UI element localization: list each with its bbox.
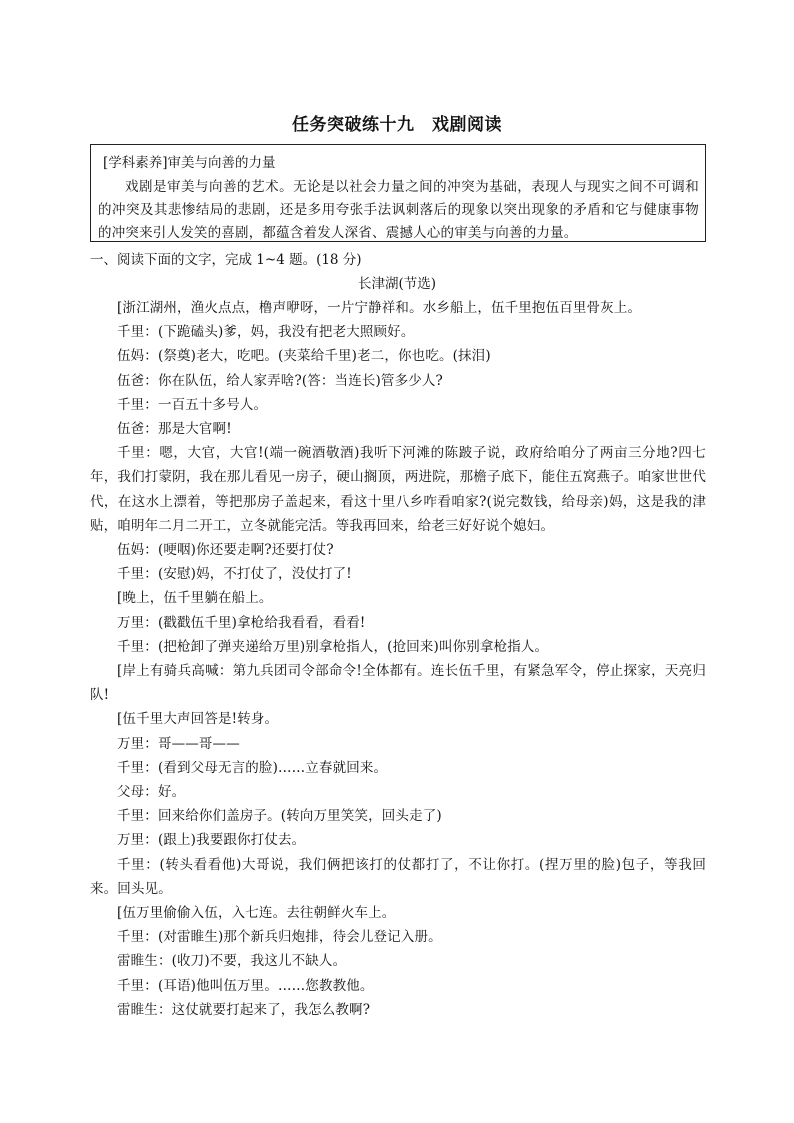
passage-line: 万里：(跟上)我要跟你打仗去。 [117,832,306,849]
passage-line: 伍爸：你在队伍，给人家弄啥?(答：当连长)管多少人? [117,372,443,389]
question-heading: 一、阅读下面的文字，完成 1~4 题。(18 分) [90,252,362,268]
literacy-box-heading: [学科素养]审美与向善的力量 [103,155,276,171]
passage-line: 父母：好。 [117,784,186,801]
passage-line: 千里：(看到父母无言的脸)……立春就回来。 [117,759,388,776]
passage-body [90,296,706,1022]
passage-line: [岸上有骑兵高喊：第九兵团司令部命令!全体都有。连长伍千里，有紧急军令，停止探家，天亮归队! [90,663,706,704]
passage-line: 千里：(耳语)他叫伍万里。……您教教他。 [117,977,374,994]
passage-line: [晚上，伍千里躺在船上。 [117,590,273,607]
passage-line: 千里：(把枪卸了弹夹递给万里)别拿枪指人，(抢回来)叫你别拿枪指人。 [117,638,549,655]
passage-line: 万里：哥——哥—— [117,735,240,752]
passage-title: 长津湖(节选) [357,276,437,292]
passage-line: 千里：(下跪磕头)爹，妈，我没有把老大照顾好。 [117,324,415,341]
page-title: 任务突破练十九 戏剧阅读 [292,115,502,135]
passage-line: 千里：一百五十多号人。 [117,396,268,413]
passage-line: 伍妈：(哽咽)你还要走啊?还要打仗? [117,542,334,559]
literacy-box-paragraph: 戏剧是审美与向善的艺术。无论是以社会力量之间的冲突为基础，表现人与现实之间不可调和的冲突及其悲惨结局的悲剧，还是多用夸张手法讽刺落后的现象以突出现象的矛盾和它与健康事物的冲突来引人发笑的喜剧，都蕴含着发人深省、震撼人心的审美与向善的力量。 [98,179,699,241]
passage-line: 万里：(戳戳伍千里)拿枪给我看看，看看! [117,614,366,631]
literacy-box [90,144,706,242]
passage-line: 伍爸：那是大官啊! [117,421,232,438]
passage-line: 千里：(对雷睢生)那个新兵归炮排，待会儿登记入册。 [117,929,442,946]
passage-line: 千里：(转头看看他)大哥说，我们俩把该打的仗都打了，不让你打。(捏万里的脸)包子，等我回来。回头见。 [90,856,706,897]
passage-line: [伍万里偷偷入伍，入七连。去往朝鲜火车上。 [117,905,396,922]
passage-line: 伍妈：(祭奠)老大，吃吧。(夹菜给千里)老二，你也吃。(抹泪) [117,348,491,365]
passage-line: 千里：回来给你们盖房子。(转向万里笑笑，回头走了) [117,808,442,825]
passage-line: [伍千里大声回答是!转身。 [117,711,279,728]
passage-line: 雷睢生：(收刀)不要，我这儿不缺人。 [117,953,347,970]
passage-line: 千里：嗯，大官，大官!(端一碗酒敬酒)我听下河滩的陈跛子说，政府给咱分了两亩三分地?四七年，我们打蒙阴，我在那儿看见一房子，硬山搁顶，两进院，那檐子底下，能住五窝燕子。咱家世世代代，在这水上漂着，等把那房子盖起来，看这十里八乡咋看咱家?(说完数钱，给母亲)妈，这是我的津贴，咱明年二月二开工，立冬就能完活。等我再回来，给老三好好说个媳妇。 [90,445,706,534]
passage-line: 雷睢生：这仗就要打起来了，我怎么教啊? [117,1001,371,1018]
passage-line: [浙江湖州，渔火点点，橹声咿呀，一片宁静祥和。水乡船上，伍千里抱伍百里骨灰上。 [117,300,642,316]
passage-line: 千里：(安慰)妈，不打仗了，没仗打了! [117,566,352,583]
